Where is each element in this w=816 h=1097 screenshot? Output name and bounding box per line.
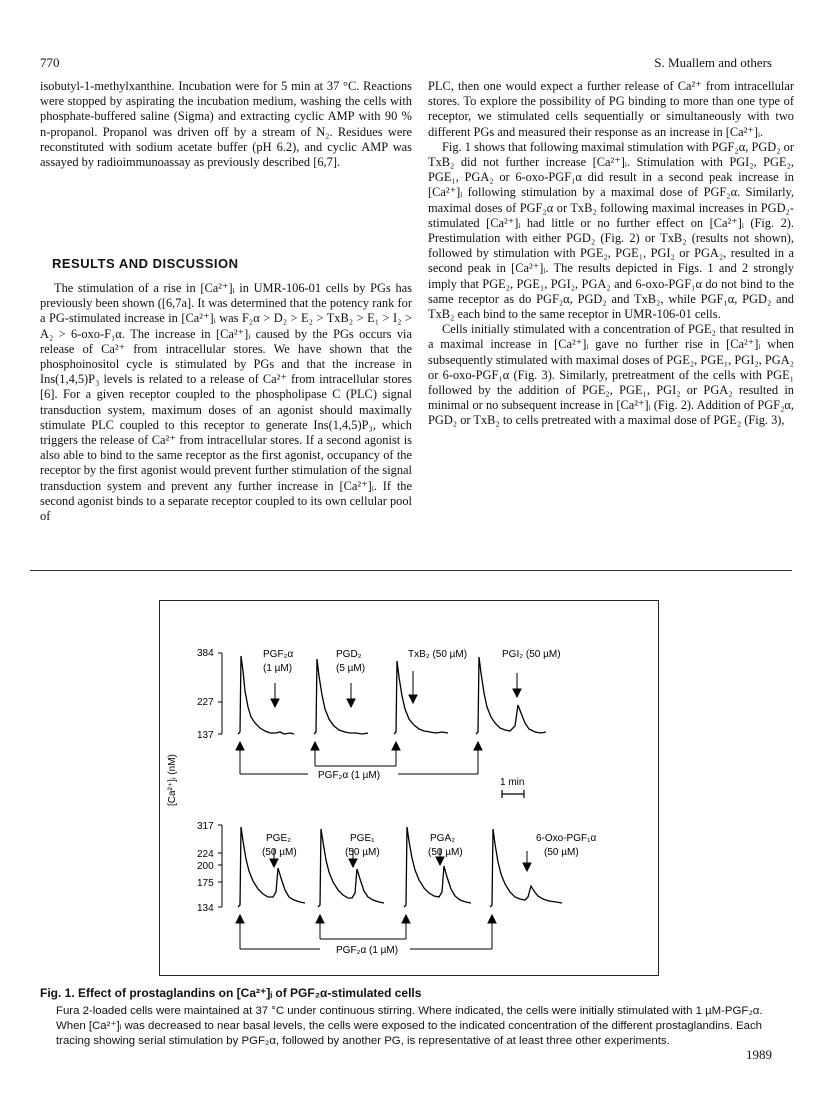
scale-bar-label: 1 min xyxy=(500,777,525,788)
left-column-top xyxy=(40,79,412,170)
y-tick: 200 xyxy=(197,861,214,872)
y-tick: 175 xyxy=(197,878,214,889)
y-tick: 137 xyxy=(197,730,214,741)
figure-1 xyxy=(159,600,659,976)
paragraph: Cells initially stimulated with a concentration of PGE₂ that resulted in a maximal increase in [Ca²⁺]ᵢ gave no further rise in [Ca²⁺]ᵢ when subsequently stimulated with maximal doses of PGE₂, PGE₁, PGI₂, PGA₂ or 6-oxo-PGF₁α (Fig. 3). Similarly, pretreatment of the cells with PGE₁ followed by the addition of PGE₂, PGE₁, PGI₂ or PGA₂ resulted in minimal or no subsequent increase in [Ca²⁺]ᵢ (Fig. 2). Addition of PGF₂α, PGD₂ or TxB₂ to cells pretreated with a maximal dose of PGE₂ (Fig. 3), xyxy=(428,322,794,428)
bracket-label: PGF₂α (1 µM) xyxy=(336,945,399,956)
bottom-bracket xyxy=(236,915,496,949)
bracket-label: PGF₂α (1 µM) xyxy=(318,770,381,781)
agent-concentration: (50 µM) xyxy=(544,847,579,858)
agent-concentration: (50 µM) xyxy=(428,847,463,858)
figure-divider xyxy=(30,570,792,571)
figure-caption-body: Fura 2-loaded cells were maintained at 37 °C under continuous stirring. Where indicated, the cells were initially stimulated with 1 µM-PGF₂α. When [Ca²⁺]ᵢ was decreased to near basal levels, the cells were exposed to the indicated concentration of the different prostaglandins. Each tracing showing serial stimulation by PGF₂α, followed by another PG, is representative of at least three other experiments. xyxy=(56,1005,763,1047)
right-column xyxy=(428,79,794,429)
y-tick: 384 xyxy=(197,648,214,659)
agent-concentration: (50 µM) xyxy=(345,847,380,858)
agent-concentration: (50 µM) xyxy=(262,847,297,858)
paragraph: isobutyl-1-methylxanthine. Incubation were for 5 min at 37 °C. Reactions were stopped by aspirating the incubation medium, washing the cells with phosphate-buffered saline (Sigma) and extracting cyclic AMP with 90 % n-propanol. Propanol was driven off by a stream of N₂. Residues were reconstituted with sodium acetate buffer (pH 6.2), and cyclic AMP was assayed by radioimmunoassay as previously described [6,7]. xyxy=(40,79,412,170)
y-axis-label: [Ca²⁺]ᵢ (nM) xyxy=(167,754,178,806)
paragraph: Fig. 1 shows that following maximal stimulation with PGF₂α, PGD₂ or TxB₂ did not further increase [Ca²⁺]ᵢ. Stimulation with PGI₂, PGE₂, PGE₁, PGA₂ or 6-oxo-PGF₁α did result in a second peak increase in [Ca²⁺]ᵢ following stimulation by a maximal dose of PGF₂α. Similarly, maximal doses of PGF₂α or TxB₂ following maximal increases in PGD₂-stimulated [Ca²⁺]ᵢ had little or no further effect on [Ca²⁺]ᵢ (Fig. 2). Prestimulation with either PGD₂ (Fig. 2) or TxB₂ (results not shown), followed by stimulation with PGE₂, PGE₁, PGI₂ or PGA₂, resulted in a second peak in [Ca²⁺]ᵢ. The results depicted in Figs. 1 and 2 strongly imply that PGE₂, PGE₁, PGI₂, PGA₂ and 6-oxo-PGF₁α do not bind to the same receptor as do PGF₂α, PGD₂ and TxB₂, while PGF₁α, PGD₂ and TxB₂ each bind to the same receptor in UMR-106-01 cells. xyxy=(428,139,794,322)
agent-label: TxB₂ (50 µM) xyxy=(408,649,468,660)
agent-label: PGE₂ xyxy=(266,833,291,844)
agent-label: PGA₂ xyxy=(430,833,455,844)
agent-concentration: (1 µM) xyxy=(263,663,293,674)
agent-label: PGI₂ (50 µM) xyxy=(502,649,561,660)
agent-label: PGF₂α xyxy=(263,649,294,660)
agent-concentration: (5 µM) xyxy=(336,663,366,674)
page-number: 770 xyxy=(40,55,60,70)
footer-page-number: 1989 xyxy=(746,1047,772,1062)
left-column-bottom xyxy=(40,281,412,524)
tracing xyxy=(394,661,448,734)
paragraph: The stimulation of a rise in [Ca²⁺]ᵢ in UMR-106-01 cells by PGs has previously been shown ([6,7a]. It was determined that the potency rank for a PG-stimulated increase in [Ca²⁺]ᵢ was F₂α > D₂ > E₂ > TxB₂ > E₁ > I₂ > A₂ > 6-oxo-F₁α. The increase in [Ca²⁺]ᵢ caused by the PGs occurs via release of Ca²⁺ from intracellular stores. We have shown that the phosphoinositol cycle is stimulated by PGs and that the increase in Ins(1,4,5)P₃ levels is related to a release of Ca²⁺ from intracellular stores [6]. For a given receptor coupled to the phospholipase C (PLC) signal transduction system, maximum doses of an agonist should maximally stimulate PLC coupled to this receptor to generate Ins(1,4,5)P₃, which triggers the release of Ca²⁺ from intracellular stores. If a second agonist is also able to bind to the same receptor as the first agonist, occupancy of the receptor by the first agonist would prevent further stimulation of the signal transduction system and prevent any further increase in [Ca²⁺]ᵢ. If the second agonist binds to a separate receptor coupled to its own cellular pool of xyxy=(40,281,412,524)
agent-label: 6-Oxo-PGF₁α xyxy=(536,833,597,844)
section-heading: RESULTS AND DISCUSSION xyxy=(52,256,239,271)
agent-label: PGE₁ xyxy=(350,833,375,844)
y-tick: 227 xyxy=(197,697,214,708)
y-tick: 224 xyxy=(197,849,214,860)
figure-caption-title: Fig. 1. Effect of prostaglandins on [Ca²⁺]ᵢ of PGF₂α-stimulated cells xyxy=(40,986,422,1000)
paragraph: PLC, then one would expect a further release of Ca²⁺ from intracellular stores. To explore the possibility of PG binding to more than one type of receptor, we stimulated cells sequentially or simultaneously with two different PGs and measured their response as an increase in [Ca²⁺]ᵢ. xyxy=(428,79,794,139)
y-tick: 317 xyxy=(197,821,214,832)
figure-1-tracings xyxy=(160,601,658,975)
y-tick: 134 xyxy=(197,903,214,914)
tracing xyxy=(476,657,546,734)
scale-bar xyxy=(502,790,524,798)
agent-label: PGD₂ xyxy=(336,649,362,660)
running-head: S. Muallem and others xyxy=(654,55,772,70)
